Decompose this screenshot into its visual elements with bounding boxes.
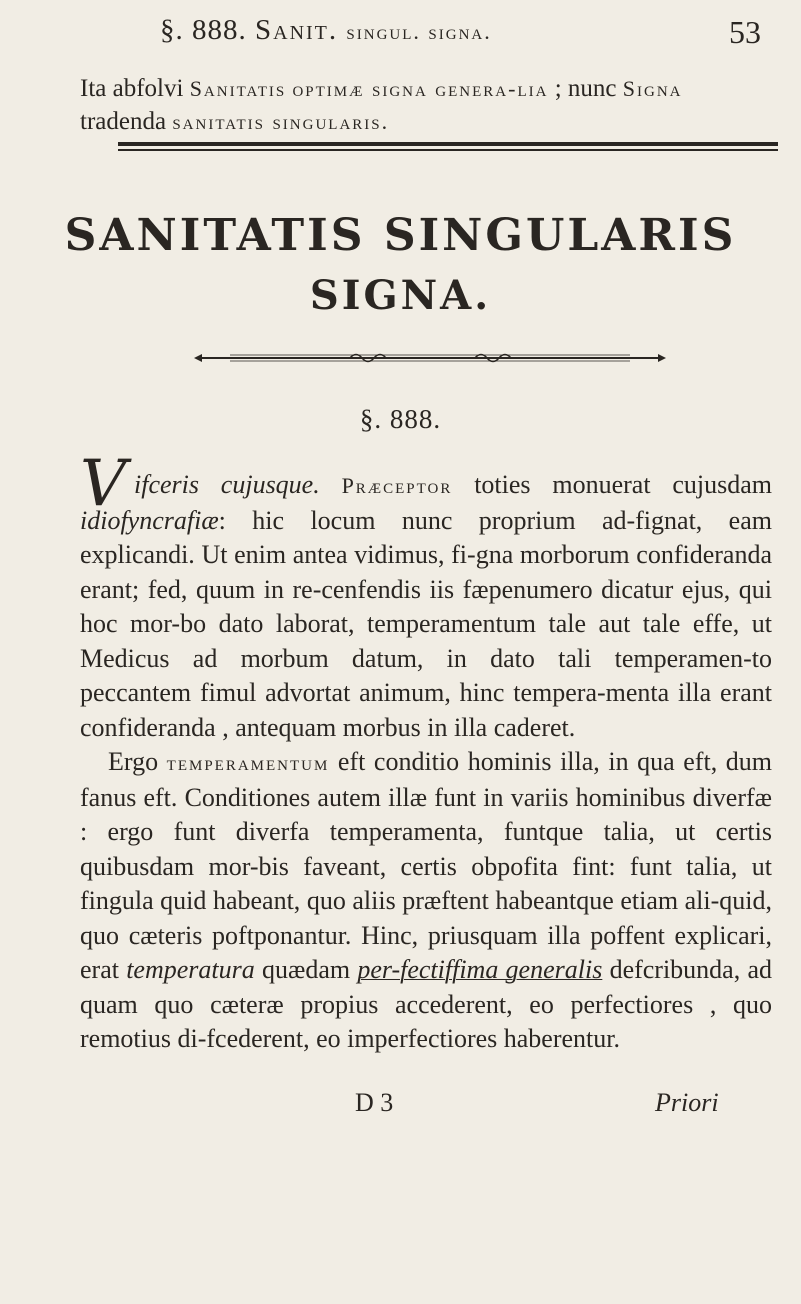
intro-part4: tradenda: [80, 108, 173, 135]
p2-small-caps: temperamentum: [166, 750, 330, 775]
p1-italic: ifceris cujusque.: [134, 470, 320, 499]
running-head-title-1: Sanit.: [255, 14, 339, 46]
ornamental-rule: [190, 351, 670, 365]
p2-text-a: Ergo: [108, 747, 167, 776]
p2-text-d: defcribunda, ad quam quo cæteræ propius accederent, eo perfectiores , quo remotius di-fcederent, eo imperfectiores haberentur.: [80, 955, 772, 1053]
intro-sc3: Signa: [622, 76, 683, 101]
p1-text-a: toties monuerat cujusdam: [452, 470, 772, 499]
intro-part3: ; nunc: [548, 75, 623, 102]
intro-sc4: sanitatis singularis.: [172, 109, 390, 134]
intro-paragraph: [80, 72, 770, 138]
p2-italic: temperatura: [126, 955, 255, 984]
double-rule-thick: [118, 142, 778, 146]
p2-italic-2: per-fectiffima generalis: [357, 955, 603, 984]
p1-italic-2: idiofyncrafiæ: [80, 505, 219, 535]
running-head-title: [160, 14, 492, 47]
p2-text-b: eft conditio hominis illa, in qua eft, dum fanus eft. Conditiones autem illæ funt in variis hominibus diverfæ : ergo funt diverfa temperamenta, funtque talia, ut certis quibusdam mor-bis faveant, certis obpofita fint: funt talia, ut fingula quid habeant, quo aliis præftent habeantque etiam ali-quid, quo cæteris poftponantur. Hinc, priusquam illa poffent explicari, erat: [80, 747, 772, 984]
drop-cap: V: [80, 447, 127, 521]
intro-sc1: Sanitatis: [189, 76, 287, 101]
p1-text-b: : hic locum nunc proprium ad-fignat, eam explicandi. Ut enim antea vidimus, fi-gna morborum confideranda erant; fed, quum in re-cenfendis iis fæpenumero dicatur ejus, qui hoc mor-bo dato laborat, temperamentum tale aut tale effe, ut Medicus ad morbum datum, in dato tali temperamen-to peccantem fimul advortat animum, hinc tempera-menta illa erant confideranda , antequam morbus in illa caderet.: [80, 505, 772, 742]
intro-part1: Ita abfolvi: [80, 75, 190, 102]
p1-small-caps: Præceptor: [341, 473, 453, 498]
double-rule-thin: [118, 149, 778, 151]
intro-sc2: optimæ signa genera-lia: [292, 76, 549, 101]
section-number: §. 888.: [359, 404, 442, 434]
page-footer: [0, 1088, 801, 1128]
body-text: [80, 468, 772, 1057]
running-head-section: §. 888.: [160, 14, 247, 46]
signature-mark: D 3: [355, 1088, 394, 1117]
section-heading-line2: SIGNA.: [309, 272, 492, 319]
running-head-title-2: singul. signa.: [346, 19, 492, 44]
page-number: 53: [729, 14, 761, 50]
p2-text-c: quædam: [254, 955, 358, 984]
paragraph-1: [80, 468, 772, 745]
section-heading-line1: SANITATIS SINGULARIS: [64, 210, 737, 261]
running-head: [160, 14, 761, 54]
paragraph-2: [80, 745, 772, 1057]
catchword: Priori: [655, 1088, 719, 1117]
